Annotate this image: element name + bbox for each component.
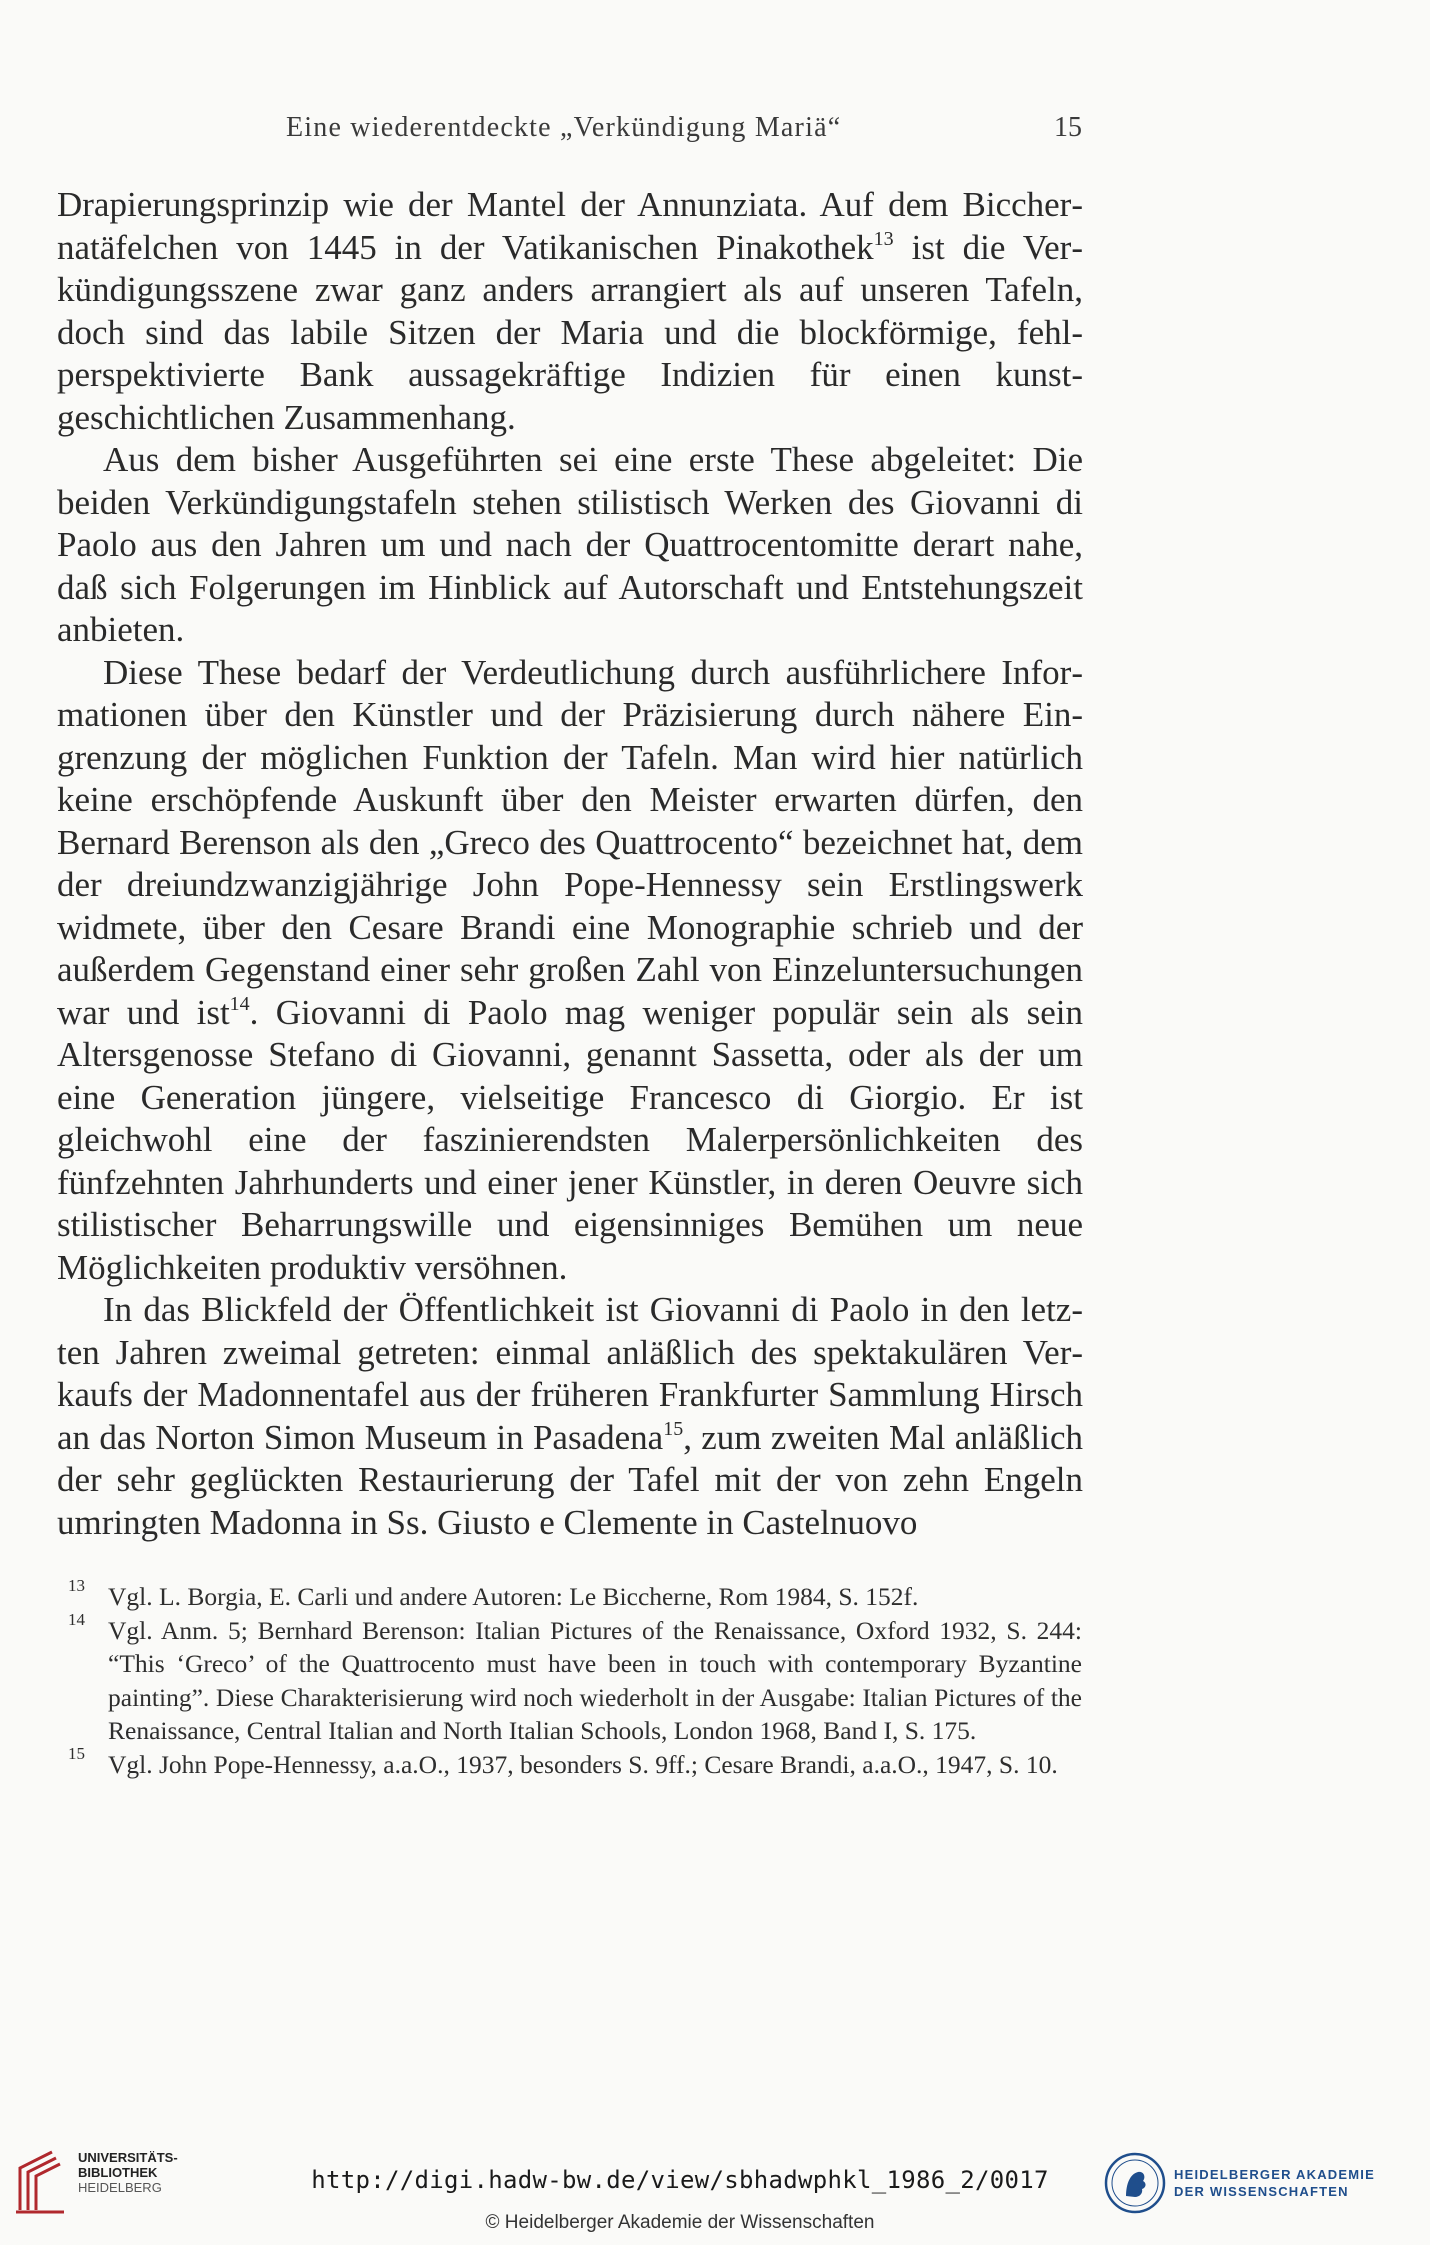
footnote-number: 15 (68, 1743, 85, 1763)
library-logo-block[interactable] (12, 2148, 212, 2218)
body-text (57, 184, 1083, 1544)
footnote (68, 1576, 1082, 1614)
paragraph (57, 652, 1083, 1290)
page-number: 15 (1054, 112, 1082, 143)
footnote-number: 13 (68, 1576, 85, 1595)
footnote (68, 1609, 1082, 1748)
footnote-text: Vgl. John Pope-Hennessy, a.a.O., 1937, besonders S. 9ff.; Cesare Brandi, a.a.O., 1947, S. 10. (108, 1749, 1058, 1779)
academy-name-line: DER WISSENSCHAFTEN (1174, 2184, 1349, 2199)
library-logo-icon (12, 2148, 72, 2218)
academy-logo-block[interactable] (1104, 2152, 1424, 2214)
academy-name (1174, 2166, 1375, 2200)
paragraph (57, 1289, 1083, 1544)
copyright-notice: © Heidelberger Akademie der Wissenschaften (485, 2212, 875, 2233)
footnote-ref[interactable]: 13 (873, 227, 894, 250)
library-name-line: BIBLIOTHEK (78, 2165, 158, 2180)
academy-name-line: HEIDELBERGER AKADEMIE (1174, 2167, 1375, 2182)
footnotes (68, 1576, 1082, 1781)
footnote-text: Vgl. L. Borgia, E. Carli und andere Autoren: Le Biccherne, Rom 1984, S. 152f. (108, 1582, 919, 1611)
paragraph-text: Aus dem bisher Ausgeführten sei eine erste These abgeleitet: Die beiden Verkündigungstafeln stehen stilistisch Werken des Giovanni di Paolo aus den Jahren um und nach der Quattrocentomitte derart nahe, daß sich Folgerungen im Hinblick auf Autorschaft und Entstehungszeit anbieten. (57, 440, 1083, 649)
source-url-link[interactable]: http://digi.hadw-bw.de/view/sbhadwphkl_1986_2/0017 (311, 2166, 1049, 2194)
paragraph (57, 439, 1083, 652)
library-name-line: UNIVERSITÄTS- (78, 2150, 178, 2165)
footnote-ref[interactable]: 15 (663, 1417, 684, 1440)
library-name (78, 2150, 178, 2195)
footnote-number: 14 (68, 1609, 85, 1629)
paragraph-text: Drapierungsprinzip wie der Mantel der Annunziata. Auf dem Bicchernatäfelchen von 1445 in der Vatikanischen Pinakothek (57, 185, 1083, 267)
academy-seal-icon (1104, 2152, 1166, 2214)
library-name-line: HEIDELBERG (78, 2180, 162, 2195)
paragraph-text: In das Blickfeld der Öffentlichkeit ist Giovanni di Paolo in den letzten Jahren zweimal getreten: einmal anläßlich des spektakulären Verkaufs der Madonnentafel aus der früheren Frankfurter Sammlung Hirsch an das Norton Simon Museum in Pasadena (57, 1290, 1083, 1457)
paragraph (57, 184, 1083, 439)
paragraph-text: . Giovanni di Paolo mag weniger populär sein als sein Altersgenosse Stefano di Giovanni, genannt Sassetta, oder als der um eine Generation jüngere, vielseitige Francesco di Giorgio. Er ist gleichwohl eine der faszinierendsten Malerpersönlichkeiten des fünfzehnten Jahrhunderts und einer jener Künstler, in deren Oeuvre sich stilistischer Beharrungswille und eigensinniges Bemühen um neue Möglichkeiten produktiv versöhnen. (57, 992, 1083, 1287)
running-title: Eine wiederentdeckte „Verkündigung Mariä“ (286, 112, 842, 143)
paragraph-text: Diese These bedarf der Verdeutlichung durch ausführlichere Informationen über den Künstler und der Präzisierung durch nähere Eingrenzung der möglichen Funktion der Tafeln. Man wird hier natürlich keine erschöpfende Auskunft über den Meister erwarten dürfen, den Bernard Berenson als den „Greco des Quattrocento“ bezeichnet hat, dem der dreiundzwanzigjährige John Pope-Hennessy sein Erstlingswerk widmete, über den Cesare Brandi eine Monographie schrieb und der außerdem Gegenstand einer sehr großen Zahl von Einzeluntersuchungen war und ist (57, 652, 1083, 1032)
paragraph-text: ist die Verkündigungsszene zwar ganz anders arrangiert als auf unseren Tafeln, doch sind das labile Sitzen der Maria und die blockförmige, fehlperspektivierte Bank aussagekräftige Indizien für einen kunstgeschichtlichen Zusammenhang. (57, 227, 1083, 437)
footnote-ref[interactable]: 14 (229, 992, 250, 1015)
footnote (68, 1743, 1082, 1782)
paragraph-text: , zum zweiten Mal anläßlich der sehr geglückten Restaurierung der Tafel mit der von zehn Engeln umringten Madonna in Ss. Giusto e Clemente in Castelnuovo (57, 1417, 1083, 1542)
footnote-text: Vgl. Anm. 5; Bernhard Berenson: Italian Pictures of the Renaissance, Oxford 1932, S. 244: “This ‘Greco’ of the Quattrocento must have been in touch with contemporary Byzantine painting”. Diese Charakterisierung wird noch wiederholt in der Ausgabe: Italian Pictures of the Renaissance, Central Italian and North Italian Schools, London 1968, Band I, S. 175. (108, 1615, 1082, 1745)
